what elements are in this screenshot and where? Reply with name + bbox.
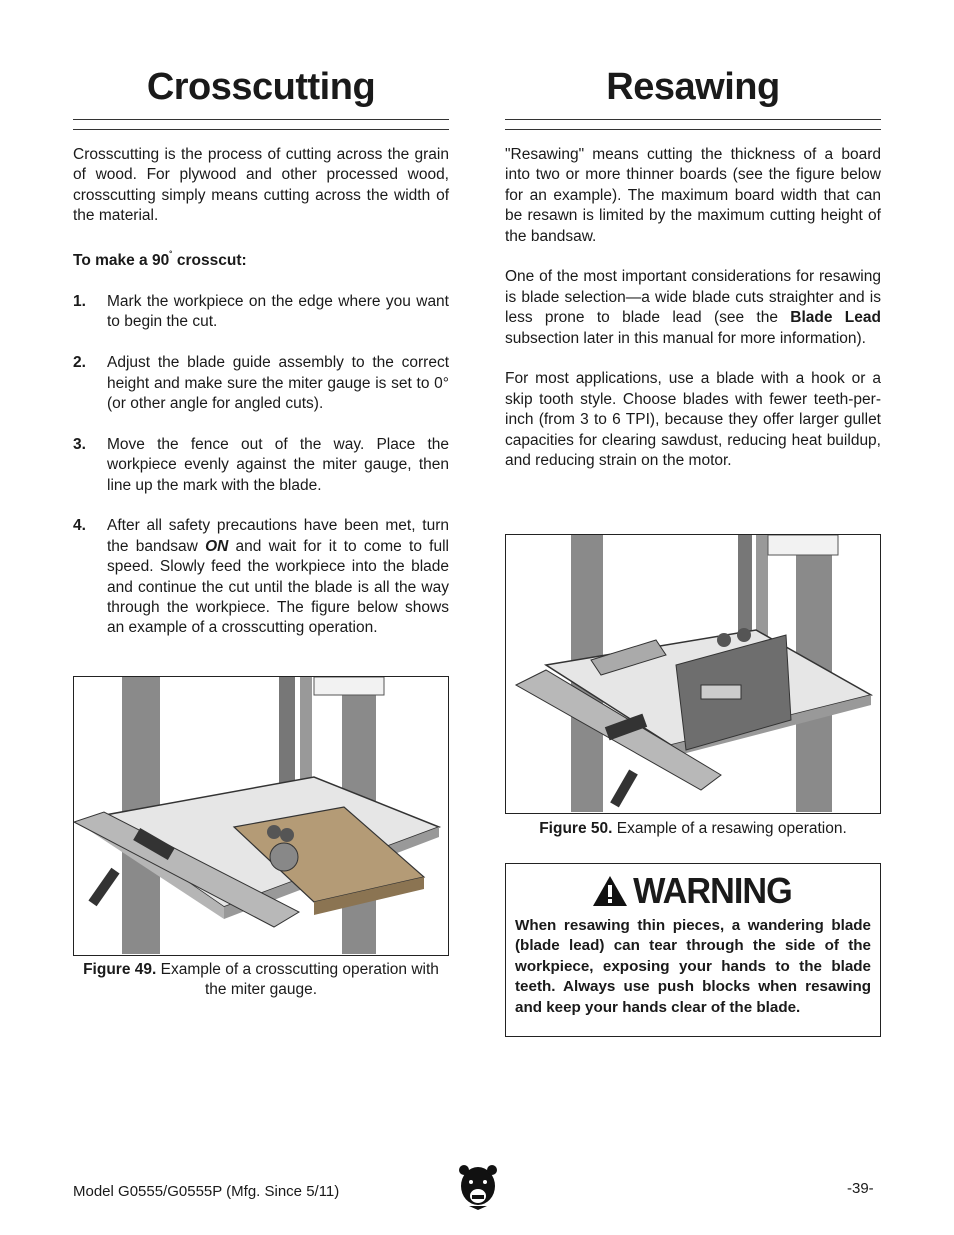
warning-title: WARNING — [632, 870, 792, 911]
figure-50-caption: Figure 50. Example of a resawing operation. — [539, 820, 847, 837]
title-rule-left — [73, 119, 449, 130]
resawing-para-2: One of the most important considerations for resawing is blade selection—a wide blade cuts straighter and is less prone to blade lead (see the Blade Lead subsection later in this manual for more information). — [505, 268, 881, 347]
step-1: 1. Mark the workpiece on the edge where you want to begin the cut. — [73, 292, 449, 331]
warning-box — [505, 863, 881, 1037]
warning-text: When resawing thin pieces, a wandering blade (blade lead) can tear through the side of the workpiece, exposing your hands to the blade teeth. Always use push blocks when resawing and keep your hands clear of the blade. — [515, 917, 871, 1016]
step-2: 2. Adjust the blade guide assembly to the correct height and make sure the miter gauge is set to 0° (or other angle for angled cuts). — [73, 354, 449, 412]
crosscutting-body — [73, 145, 449, 659]
warning-triangle-icon — [591, 874, 629, 908]
step-4: 4. After all safety precautions have been met, turn the bandsaw ON and wait for it to come to full speed. Slowly feed the workpiece into the blade and continue the cut until the blade is all the way through the workpiece. The figure below shows an example of a crosscutting operation. — [73, 517, 449, 637]
crosscut-subhead: To make a 90˚ crosscut: — [73, 251, 247, 270]
title-rule-right — [505, 119, 881, 130]
page-number: -39- — [847, 1180, 874, 1197]
resawing-title: Resawing — [606, 66, 780, 108]
resawing-para-3: For most applications, use a blade with a hook or a skip tooth style. Choose blades with fewer teeth-per-inch (from 3 to 6 TPI), because they offer larger gullet capacities for clearing sawdust, reducing heat buildup, and reducing strain on the motor. — [505, 370, 881, 470]
grizzly-bear-logo — [459, 1164, 497, 1210]
resawing-para-1: "Resawing" means cutting the thickness of a board into two or more thinner boards (see the figure below for an example). The maximum board width that can be resawn is limited by the maximum cutting height of the bandsaw. — [505, 146, 881, 245]
resawing-body — [505, 145, 881, 492]
figure-49-crosscut-image — [73, 676, 449, 956]
crosscutting-title: Crosscutting — [146, 66, 376, 108]
footer-model: Model G0555/G0555P (Mfg. Since 5/11) — [73, 1183, 340, 1200]
warning-header — [506, 870, 880, 912]
figure-50-resaw-image — [505, 534, 881, 814]
bandsaw-resaw-illustration — [506, 535, 879, 812]
step-3: 3. Move the fence out of the way. Place the workpiece evenly against the miter gauge, then line up the mark with the blade. — [73, 435, 449, 494]
crosscutting-intro: Crosscutting is the process of cutting across the grain of wood. For plywood and other processed wood, crosscutting simply means cutting across the width of the material. — [73, 146, 449, 225]
figure-49-caption: Figure 49. Example of a crosscutting operation with the miter gauge. — [83, 961, 439, 999]
bandsaw-crosscut-illustration — [74, 677, 447, 954]
